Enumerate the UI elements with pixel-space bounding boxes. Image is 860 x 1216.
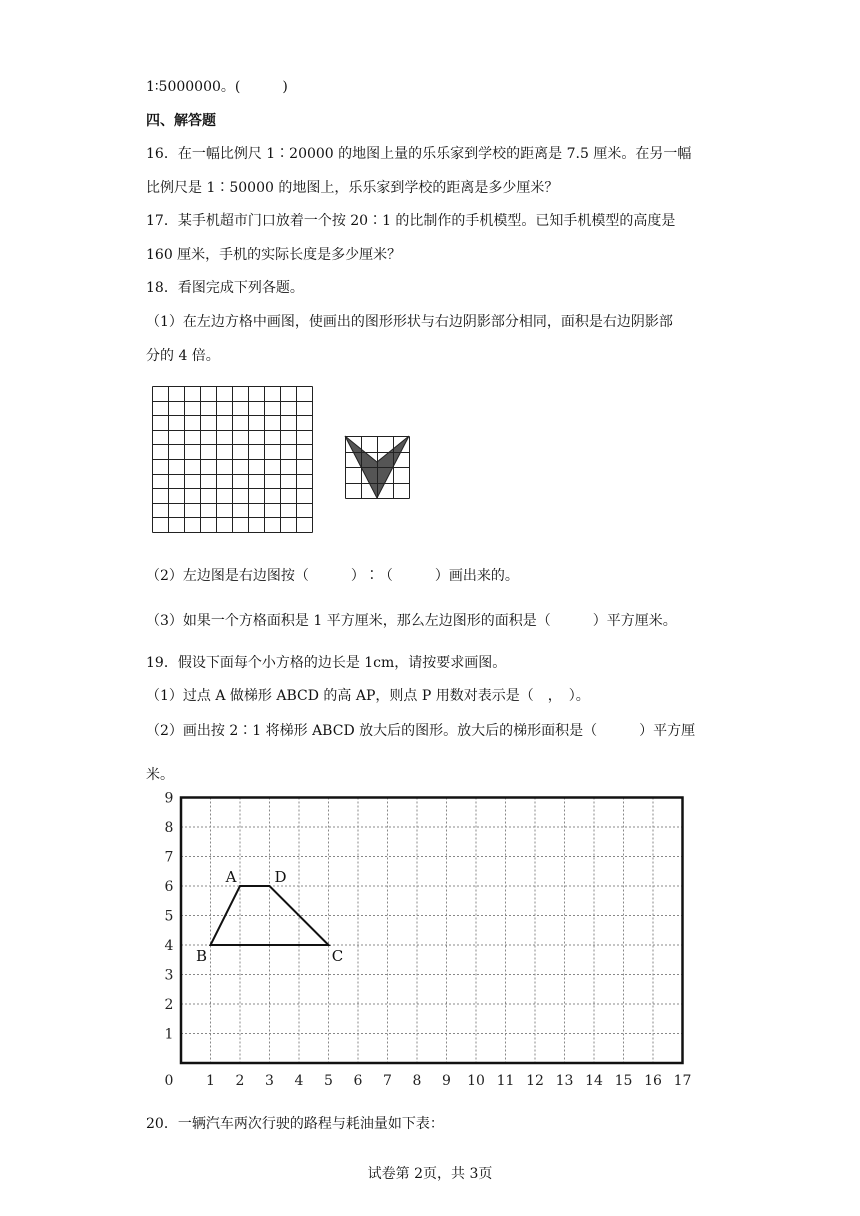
question-19-part-2-line-2: 米。: [146, 767, 174, 783]
x-tick-label: 17: [673, 1073, 692, 1089]
text-line: 1∶5000000。( ): [146, 79, 288, 95]
vertex-label: B: [195, 947, 208, 965]
coordinate-grid: [155, 785, 715, 1095]
question-18-title: 18．看图完成下列各题。: [146, 280, 304, 296]
question-16-line-1: 16．在一幅比例尺 1∶20000 的地图上量的乐乐家到学校的距离是 7.5 厘米。在另一幅: [146, 146, 692, 162]
y-tick-label: 8: [164, 820, 174, 836]
x-tick-label: 16: [644, 1073, 662, 1089]
x-tick-label: 7: [383, 1073, 392, 1089]
y-tick-label: 2: [164, 997, 174, 1013]
y-tick-label: 6: [164, 879, 174, 895]
x-tick-label: 2: [235, 1073, 245, 1089]
x-tick-label: 11: [496, 1073, 515, 1089]
question-18-part-1-line-1: （1）在左边方格中画图，使画出的图形形状与右边阴影部分相同，面积是右边阴影部: [146, 314, 673, 330]
x-tick-label: 8: [412, 1073, 422, 1089]
y-tick-label: 1: [164, 1026, 174, 1043]
vertex-label: D: [274, 868, 287, 886]
question-20-title: 20．一辆汽车两次行驶的路程与耗油量如下表：: [146, 1116, 444, 1132]
x-tick-label: 5: [324, 1073, 333, 1089]
x-tick-label: 1: [206, 1073, 215, 1089]
x-tick-label: 14: [585, 1073, 603, 1089]
x-tick-label: 10: [467, 1073, 485, 1089]
y-tick-label: 9: [164, 790, 174, 807]
x-tick-label: 0: [164, 1073, 174, 1089]
question-16-line-2: 比例尺是 1∶50000 的地图上，乐乐家到学校的距离是多少厘米？: [146, 180, 559, 196]
question-17-line-1: 17．某手机超市门口放着一个按 20∶1 的比制作的手机模型。已知手机模型的高度是: [146, 213, 676, 229]
question-19-part-1: （1）过点 A 做梯形 ABCD 的高 AP，则点 P 用数对表示是（ ， ）。: [146, 688, 590, 704]
x-tick-label: 4: [294, 1073, 304, 1089]
question-19-title: 19．假设下面每个小方格的边长是 1cm，请按要求画图。: [146, 655, 507, 671]
y-tick-label: 4: [164, 938, 174, 954]
section-heading: 四、解答题: [146, 113, 216, 129]
question-18-part-2: （2）左边图是右边图按（ ）∶（ ）画出来的。: [146, 568, 519, 584]
question-18-part-3: （3）如果一个方格面积是 1 平方厘米，那么左边图形的面积是（ ）平方厘米。: [146, 613, 677, 629]
x-tick-label: 12: [526, 1073, 544, 1089]
vertex-label: A: [225, 868, 237, 886]
y-tick-label: 7: [164, 849, 174, 866]
x-tick-label: 6: [353, 1073, 363, 1089]
question-18-part-1-line-2: 分的 4 倍。: [146, 348, 220, 364]
x-tick-label: 9: [442, 1073, 451, 1089]
x-tick-label: 13: [555, 1073, 574, 1089]
question-17-line-2: 160 厘米，手机的实际长度是多少厘米？: [146, 247, 402, 263]
y-tick-label: 5: [164, 908, 174, 925]
page-footer: 试卷第 2页，共 3页: [367, 1166, 493, 1182]
vertex-label: C: [331, 947, 344, 965]
blank-grid-left: [152, 386, 312, 532]
question-19-part-2-line-1: （2）画出按 2∶1 将梯形 ABCD 放大后的图形。放大后的梯形面积是（ ）平方厘: [146, 723, 696, 739]
x-tick-label: 3: [265, 1073, 274, 1089]
x-tick-label: 15: [614, 1073, 633, 1089]
shaded-figure-grid: [345, 436, 409, 498]
grid-border: [181, 798, 683, 1064]
y-tick-label: 3: [164, 967, 174, 984]
